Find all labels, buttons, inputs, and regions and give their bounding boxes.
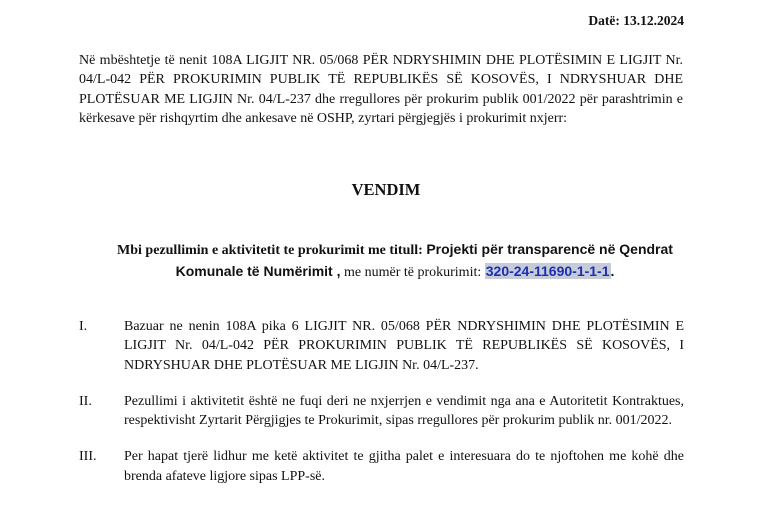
procurement-number-label: me numër të prokurimit: bbox=[344, 265, 485, 280]
item-numeral: I. bbox=[79, 319, 88, 334]
decision-items bbox=[79, 317, 684, 486]
project-title: Projekti për transparencë në Qendrat Komunale të Numërimit , bbox=[175, 241, 673, 279]
item-text: Pezullimi i aktivitetit është ne fuqi deri ne nxjerrjen e vendimit nga ana e Autoritetit Kontraktues, respektivisht Zyrtarit Përgjigjes te Prokurimit, sipas rregullores për prokurim publik nr. 001/2022. bbox=[124, 393, 684, 429]
decision-item bbox=[79, 447, 684, 486]
decision-item bbox=[79, 392, 684, 431]
decision-item bbox=[79, 317, 684, 375]
item-numeral: II. bbox=[79, 393, 92, 409]
item-text: Bazuar ne nenin 108A pika 6 LIGJIT NR. 05/068 PËR NDRYSHIMIN DHE PLOTËSIMIN E LIGJIT Nr. 04/L-042 PËR PROKURIMIN PUBLIK TË REPUBLIKËS SË KOSOVËS, I NDRYSHUAR DHE PLOTËSUAR ME LIGJIN Nr. 04/L-237. bbox=[124, 319, 684, 373]
procurement-number[interactable]: 320-24-11690-1-1-1 bbox=[485, 263, 610, 279]
item-numeral: III. bbox=[79, 449, 97, 465]
item-text: Per hapat tjerë lidhur me ketë aktivitet te gjitha palet e interesuara do te njoftohen me kohë dhe brenda afateve ligjore sipas LPP-së. bbox=[124, 449, 684, 484]
subject-end: . bbox=[610, 263, 615, 279]
intro-paragraph: Në mbështetje të nenit 108A LIGJIT NR. 05/068 PËR NDRYSHIMIN DHE PLOTËSIMIN E LIGJIT Nr. 04/L-042 PËR PROKURIMIN PUBLIK TË REPUBLIKËS SË KOSOVËS, I NDRYSHUAR DHE PLOTËSUAR ME LIGJIN Nr. 04/L-237 dhe rregullores për prokurim publik 001/2022 për parashtrimin e kërkesave për rishqyrtim dhe ankesave në OSHP, zyrtari përgjegjës i prokurimit nxjerr: bbox=[79, 53, 683, 126]
subject-prefix: Mbi pezullimin e aktivitetit te prokurimit me titull: bbox=[117, 243, 427, 258]
decision-title: VENDIM bbox=[351, 180, 421, 199]
document-date: Datë: 13.12.2024 bbox=[588, 13, 684, 28]
decision-subject bbox=[100, 239, 690, 283]
